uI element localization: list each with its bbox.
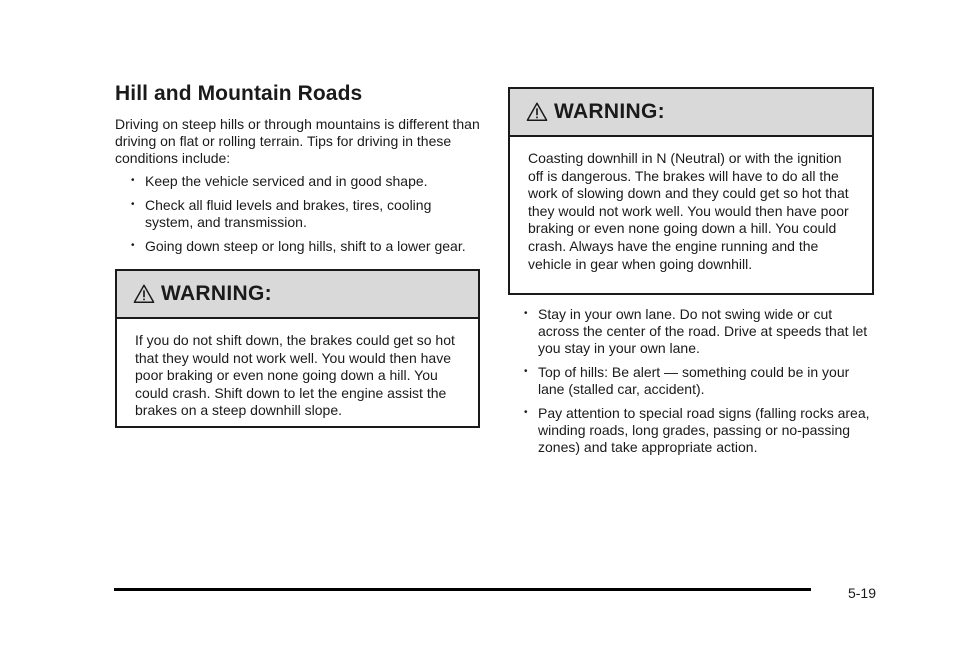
bullet-icon: •: [131, 199, 135, 210]
list-item: • Going down steep or long hills, shift to a lower gear.: [131, 238, 466, 254]
right-column: [508, 87, 874, 463]
list-item: • Check all fluid levels and brakes, tires, cooling system, and transmission.: [131, 197, 432, 230]
bullet-icon: •: [131, 240, 135, 251]
tips-list: [115, 173, 480, 255]
warning-triangle-icon: [133, 283, 155, 305]
tips-list: [508, 306, 874, 456]
list-item: • Top of hills: Be alert — something could be in your lane (stalled car, accident).: [524, 364, 850, 397]
warning-box: [508, 87, 874, 295]
section-title: Hill and Mountain Roads: [115, 82, 363, 105]
warning-triangle-icon: [526, 101, 548, 123]
left-column: [115, 82, 480, 428]
bullet-icon: •: [524, 407, 528, 418]
list-item: • Keep the vehicle serviced and in good shape.: [131, 173, 428, 189]
warning-header: [510, 89, 872, 137]
list-item: • Stay in your own lane. Do not swing wide or cut across the center of the road. Drive at speeds that let you stay in your own lane.: [524, 306, 868, 356]
warning-box: [115, 269, 480, 428]
list-item: • Pay attention to special road signs (falling rocks area, winding roads, long grades, passing or no-passing zones) and take appropriate action.: [524, 405, 870, 455]
warning-text: Coasting downhill in N (Neutral) or with the ignition off is dangerous. The brakes will have to do all the work of slowing down and they could get so hot that they would not work well. You would then have poor braking or even none going down a hill. You could crash. Always have the engine running and the vehicle in gear when going downhill.: [528, 150, 849, 272]
intro-paragraph: Driving on steep hills or through mountains is different than driving on flat or rolling terrain. Tips for driving in these conditions include:: [115, 116, 480, 166]
warning-title: WARNING:: [554, 100, 665, 123]
page-number: 5-19: [847, 585, 876, 601]
bullet-icon: •: [524, 366, 528, 377]
footer-divider: [114, 588, 811, 591]
warning-header: [117, 271, 478, 319]
warning-text: If you do not shift down, the brakes could get so hot that they would not work well. You would then have poor braking or even none going down a hill. You could crash. Shift down to let the engine assist the brakes on a steep downhill slope.: [135, 332, 455, 419]
bullet-icon: •: [524, 308, 528, 319]
warning-title: WARNING:: [161, 282, 272, 305]
bullet-icon: •: [131, 175, 135, 186]
